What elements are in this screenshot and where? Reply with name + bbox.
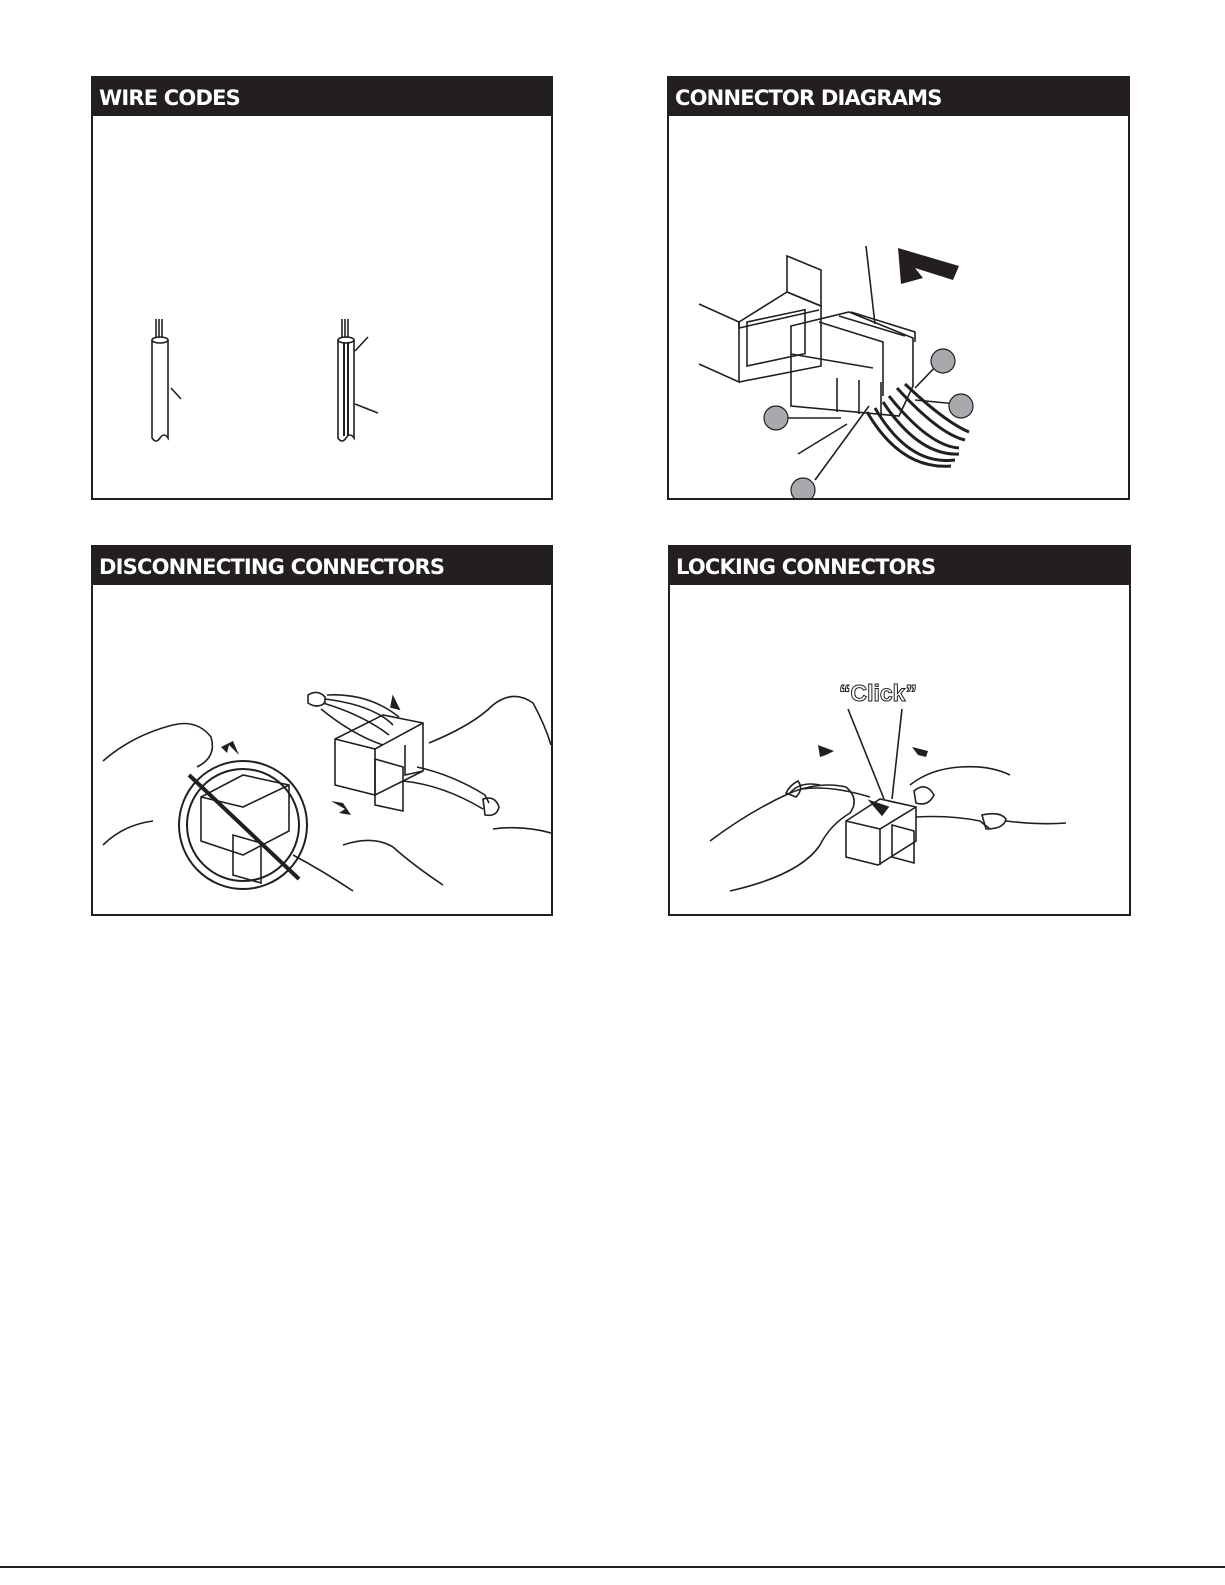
wire-codes-illustration — [93, 116, 551, 498]
callout-circle-a — [931, 349, 955, 373]
disconnecting-connectors-title: DISCONNECTING CONNECTORS — [93, 547, 551, 585]
locking-illustration — [670, 585, 1129, 914]
locking-connectors-panel — [668, 545, 1131, 916]
push-arrow-right — [912, 747, 928, 757]
locking-connectors-title: LOCKING CONNECTORS — [670, 547, 1129, 585]
click-leader-left — [848, 709, 884, 799]
pull-arrow-up — [221, 741, 239, 755]
connector-diagram-illustration — [669, 116, 1128, 498]
page-bottom-rule — [0, 1566, 1225, 1568]
disconnecting-illustration — [93, 585, 551, 914]
wire-codes-title: WIRE CODES — [93, 78, 551, 116]
click-label: “Click” — [839, 680, 917, 706]
pull-arrow-down — [331, 801, 351, 815]
male-connector-plug — [791, 312, 915, 416]
solid-wire-drawing — [152, 319, 181, 441]
locking-hands-drawing — [710, 767, 1066, 891]
connector-diagrams-title: CONNECTOR DIAGRAMS — [669, 78, 1128, 116]
striped-wire-drawing — [338, 319, 378, 441]
insert-direction-arrow — [898, 248, 959, 284]
callout-circle-b — [949, 394, 973, 418]
click-leader-right — [892, 709, 902, 799]
callout-circle-c — [764, 406, 788, 430]
push-arrow-left — [818, 745, 834, 757]
disconnecting-connectors-panel — [91, 545, 553, 916]
connector-diagrams-panel — [667, 76, 1130, 500]
callout-circle-d — [791, 478, 815, 498]
callout-circles — [673, 349, 973, 498]
female-connector-housing — [699, 256, 821, 382]
wire-codes-panel — [91, 76, 553, 500]
incorrect-disconnect-drawing — [103, 724, 443, 892]
